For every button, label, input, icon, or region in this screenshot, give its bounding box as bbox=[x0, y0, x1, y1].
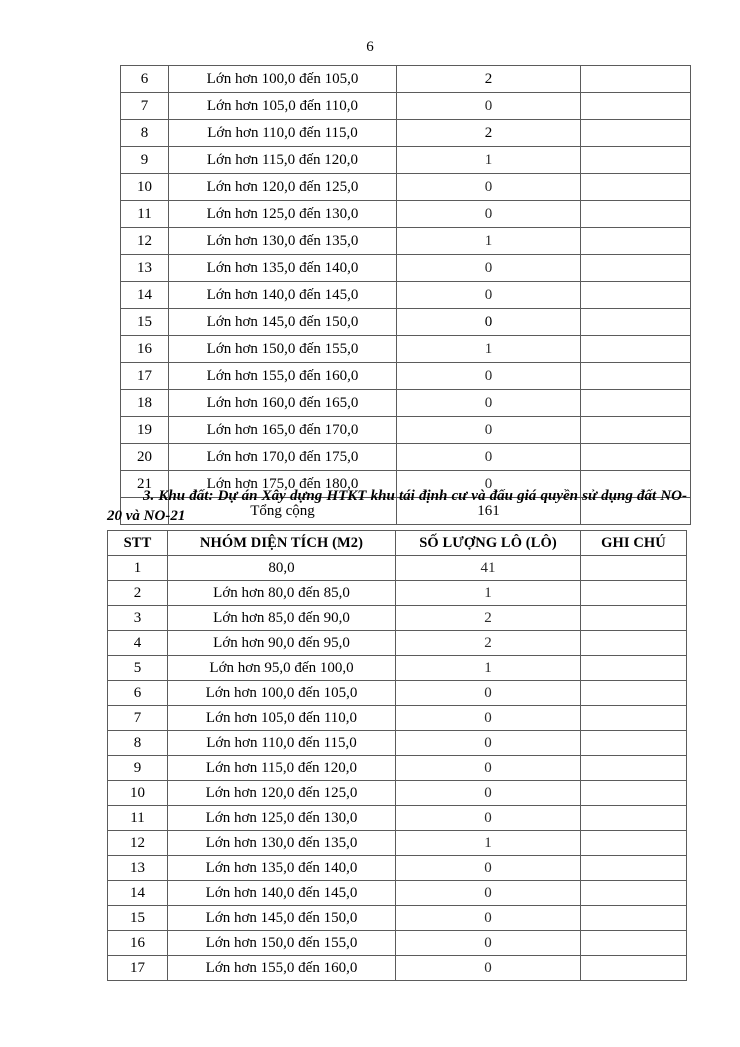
cell-stt: 10 bbox=[121, 174, 169, 201]
table-row bbox=[108, 856, 687, 881]
cell-group: Lớn hơn 120,0 đến 125,0 bbox=[169, 174, 397, 201]
cell-stt: 20 bbox=[121, 444, 169, 471]
cell-stt: 7 bbox=[108, 706, 168, 731]
table-row bbox=[108, 606, 687, 631]
cell-note bbox=[581, 147, 691, 174]
cell-group: Lớn hơn 150,0 đến 155,0 bbox=[168, 931, 396, 956]
cell-group: Lớn hơn 175,0 đến 180,0 bbox=[169, 471, 397, 498]
table-row bbox=[121, 93, 691, 120]
cell-group: Lớn hơn 150,0 đến 155,0 bbox=[169, 336, 397, 363]
cell-stt: 1 bbox=[108, 556, 168, 581]
column-header-group: NHÓM DIỆN TÍCH (M2) bbox=[168, 531, 396, 556]
cell-stt: 7 bbox=[121, 93, 169, 120]
cell-stt: 8 bbox=[121, 120, 169, 147]
cell-stt: 9 bbox=[121, 147, 169, 174]
table-row bbox=[108, 556, 687, 581]
cell-stt: 14 bbox=[121, 282, 169, 309]
cell-stt: 11 bbox=[108, 806, 168, 831]
cell-count: 1 bbox=[396, 581, 581, 606]
cell-count: 0 bbox=[397, 255, 581, 282]
cell-count: 0 bbox=[396, 881, 581, 906]
cell-note bbox=[581, 731, 687, 756]
cell-group: Lớn hơn 130,0 đến 135,0 bbox=[168, 831, 396, 856]
cell-group: Lớn hơn 155,0 đến 160,0 bbox=[169, 363, 397, 390]
table-two-header bbox=[108, 531, 687, 556]
cell-count: 0 bbox=[396, 681, 581, 706]
cell-note bbox=[581, 201, 691, 228]
cell-stt: 3 bbox=[108, 606, 168, 631]
cell-stt: 19 bbox=[121, 417, 169, 444]
cell-group: Lớn hơn 125,0 đến 130,0 bbox=[169, 201, 397, 228]
cell-note bbox=[581, 606, 687, 631]
table-row bbox=[121, 363, 691, 390]
cell-stt: 6 bbox=[121, 66, 169, 93]
cell-group: Lớn hơn 105,0 đến 110,0 bbox=[168, 706, 396, 731]
cell-group: Lớn hơn 170,0 đến 175,0 bbox=[169, 444, 397, 471]
cell-group: Lớn hơn 125,0 đến 130,0 bbox=[168, 806, 396, 831]
table-row bbox=[108, 781, 687, 806]
total-count: 161 bbox=[397, 498, 581, 525]
cell-note bbox=[581, 120, 691, 147]
cell-group: Lớn hơn 100,0 đến 105,0 bbox=[169, 66, 397, 93]
cell-stt: 10 bbox=[108, 781, 168, 806]
cell-group: Lớn hơn 95,0 đến 100,0 bbox=[168, 656, 396, 681]
cell-count: 2 bbox=[397, 66, 581, 93]
cell-stt: 11 bbox=[121, 201, 169, 228]
total-label: Tổng cộng bbox=[169, 498, 397, 525]
cell-group: Lớn hơn 165,0 đến 170,0 bbox=[169, 417, 397, 444]
cell-count: 1 bbox=[397, 228, 581, 255]
cell-note bbox=[581, 309, 691, 336]
table-header-row bbox=[108, 531, 687, 556]
cell-group: Lớn hơn 155,0 đến 160,0 bbox=[168, 956, 396, 981]
cell-count: 1 bbox=[396, 831, 581, 856]
cell-note bbox=[581, 363, 691, 390]
cell-group: Lớn hơn 85,0 đến 90,0 bbox=[168, 606, 396, 631]
cell-group: 80,0 bbox=[168, 556, 396, 581]
cell-count: 2 bbox=[396, 606, 581, 631]
column-header-note: GHI CHÚ bbox=[581, 531, 687, 556]
table-row bbox=[108, 731, 687, 756]
cell-note bbox=[581, 390, 691, 417]
cell-count: 0 bbox=[396, 806, 581, 831]
cell-note bbox=[581, 631, 687, 656]
cell-stt: 13 bbox=[121, 255, 169, 282]
cell-count: 0 bbox=[396, 781, 581, 806]
cell-note bbox=[581, 881, 687, 906]
cell-group: Lớn hơn 135,0 đến 140,0 bbox=[168, 856, 396, 881]
table-row bbox=[108, 656, 687, 681]
cell-note bbox=[581, 556, 687, 581]
cell-note bbox=[581, 656, 687, 681]
table-row bbox=[121, 336, 691, 363]
cell-stt: 18 bbox=[121, 390, 169, 417]
table-row bbox=[121, 444, 691, 471]
table-row bbox=[108, 931, 687, 956]
cell-count: 0 bbox=[396, 756, 581, 781]
cell-count: 1 bbox=[397, 336, 581, 363]
table-row bbox=[121, 201, 691, 228]
cell-count: 0 bbox=[397, 471, 581, 498]
cell-note bbox=[581, 444, 691, 471]
cell-count: 1 bbox=[396, 656, 581, 681]
table-row bbox=[108, 906, 687, 931]
cell-stt: 17 bbox=[121, 363, 169, 390]
cell-note bbox=[581, 581, 687, 606]
cell-count: 0 bbox=[397, 174, 581, 201]
cell-group: Lớn hơn 140,0 đến 145,0 bbox=[169, 282, 397, 309]
table-row bbox=[121, 174, 691, 201]
cell-count: 0 bbox=[397, 201, 581, 228]
cell-note bbox=[581, 66, 691, 93]
table-row bbox=[121, 309, 691, 336]
table-row bbox=[108, 756, 687, 781]
cell-group: Lớn hơn 90,0 đến 95,0 bbox=[168, 631, 396, 656]
cell-note bbox=[581, 931, 687, 956]
table-row bbox=[108, 831, 687, 856]
cell-group: Lớn hơn 105,0 đến 110,0 bbox=[169, 93, 397, 120]
cell-stt: 5 bbox=[108, 656, 168, 681]
cell-group: Lớn hơn 140,0 đến 145,0 bbox=[168, 881, 396, 906]
cell-count: 0 bbox=[396, 856, 581, 881]
cell-stt: 2 bbox=[108, 581, 168, 606]
cell-note bbox=[581, 255, 691, 282]
table-row bbox=[108, 956, 687, 981]
table-row bbox=[121, 417, 691, 444]
cell-note bbox=[581, 228, 691, 255]
cell-group: Lớn hơn 120,0 đến 125,0 bbox=[168, 781, 396, 806]
table-row bbox=[121, 147, 691, 174]
cell-group: Lớn hơn 80,0 đến 85,0 bbox=[168, 581, 396, 606]
table-row bbox=[121, 390, 691, 417]
cell-note bbox=[581, 831, 687, 856]
cell-stt: 17 bbox=[108, 956, 168, 981]
cell-stt: 4 bbox=[108, 631, 168, 656]
cell-stt: 14 bbox=[108, 881, 168, 906]
cell-stt: 15 bbox=[108, 906, 168, 931]
column-header-count: SỐ LƯỢNG LÔ (LÔ) bbox=[396, 531, 581, 556]
cell-note bbox=[581, 856, 687, 881]
cell-group: Lớn hơn 115,0 đến 120,0 bbox=[169, 147, 397, 174]
page-number: 6 bbox=[366, 39, 374, 55]
table-row bbox=[108, 881, 687, 906]
table-row bbox=[108, 631, 687, 656]
cell-count: 0 bbox=[397, 282, 581, 309]
cell-note bbox=[581, 906, 687, 931]
cell-note bbox=[581, 681, 687, 706]
cell-count: 2 bbox=[396, 631, 581, 656]
cell-count: 0 bbox=[397, 309, 581, 336]
table-row bbox=[108, 706, 687, 731]
cell-group: Lớn hơn 130,0 đến 135,0 bbox=[169, 228, 397, 255]
table-one-body bbox=[121, 66, 691, 525]
section-heading-3: 3. Khu đất: Dự án Xây dựng HTKT khu tái định cư và đấu giá quyền sử dụng đất NO-20 và NO-21 bbox=[107, 488, 687, 524]
cell-note bbox=[581, 781, 687, 806]
table-row bbox=[121, 228, 691, 255]
area-group-table-no20-no21 bbox=[107, 530, 687, 981]
cell-stt: 12 bbox=[108, 831, 168, 856]
cell-count: 0 bbox=[396, 931, 581, 956]
cell-note bbox=[581, 956, 687, 981]
cell-stt: 13 bbox=[108, 856, 168, 881]
cell-count: 0 bbox=[397, 417, 581, 444]
cell-group: Lớn hơn 160,0 đến 165,0 bbox=[169, 390, 397, 417]
cell-group: Lớn hơn 110,0 đến 115,0 bbox=[168, 731, 396, 756]
table-row bbox=[108, 681, 687, 706]
cell-note bbox=[581, 174, 691, 201]
cell-note bbox=[581, 336, 691, 363]
table-row bbox=[108, 581, 687, 606]
cell-group: Lớn hơn 135,0 đến 140,0 bbox=[169, 255, 397, 282]
column-header-stt: STT bbox=[108, 531, 168, 556]
cell-group: Lớn hơn 145,0 đến 150,0 bbox=[168, 906, 396, 931]
cell-stt: 9 bbox=[108, 756, 168, 781]
cell-count: 0 bbox=[396, 956, 581, 981]
cell-group: Lớn hơn 110,0 đến 115,0 bbox=[169, 120, 397, 147]
table-two-body bbox=[108, 556, 687, 981]
table-row bbox=[121, 255, 691, 282]
cell-stt: 8 bbox=[108, 731, 168, 756]
cell-count: 0 bbox=[396, 706, 581, 731]
cell-stt: 16 bbox=[121, 336, 169, 363]
cell-stt: 12 bbox=[121, 228, 169, 255]
cell-stt: 6 bbox=[108, 681, 168, 706]
cell-count: 0 bbox=[397, 444, 581, 471]
table-row bbox=[108, 806, 687, 831]
cell-group: Lớn hơn 115,0 đến 120,0 bbox=[168, 756, 396, 781]
cell-count: 1 bbox=[397, 147, 581, 174]
cell-note bbox=[581, 706, 687, 731]
table-row bbox=[121, 120, 691, 147]
table-row bbox=[121, 282, 691, 309]
cell-note bbox=[581, 93, 691, 120]
cell-count: 0 bbox=[397, 93, 581, 120]
cell-stt: 16 bbox=[108, 931, 168, 956]
cell-group: Lớn hơn 100,0 đến 105,0 bbox=[168, 681, 396, 706]
cell-count: 0 bbox=[396, 731, 581, 756]
cell-count: 0 bbox=[397, 390, 581, 417]
cell-stt: 15 bbox=[121, 309, 169, 336]
cell-count: 41 bbox=[396, 556, 581, 581]
table-row bbox=[121, 66, 691, 93]
cell-count: 2 bbox=[397, 120, 581, 147]
cell-count: 0 bbox=[396, 906, 581, 931]
cell-stt: 21 bbox=[121, 471, 169, 498]
cell-note bbox=[581, 417, 691, 444]
cell-note bbox=[581, 756, 687, 781]
area-group-table-continued bbox=[120, 65, 691, 525]
cell-note bbox=[581, 806, 687, 831]
cell-note bbox=[581, 282, 691, 309]
cell-group: Lớn hơn 145,0 đến 150,0 bbox=[169, 309, 397, 336]
cell-count: 0 bbox=[397, 363, 581, 390]
